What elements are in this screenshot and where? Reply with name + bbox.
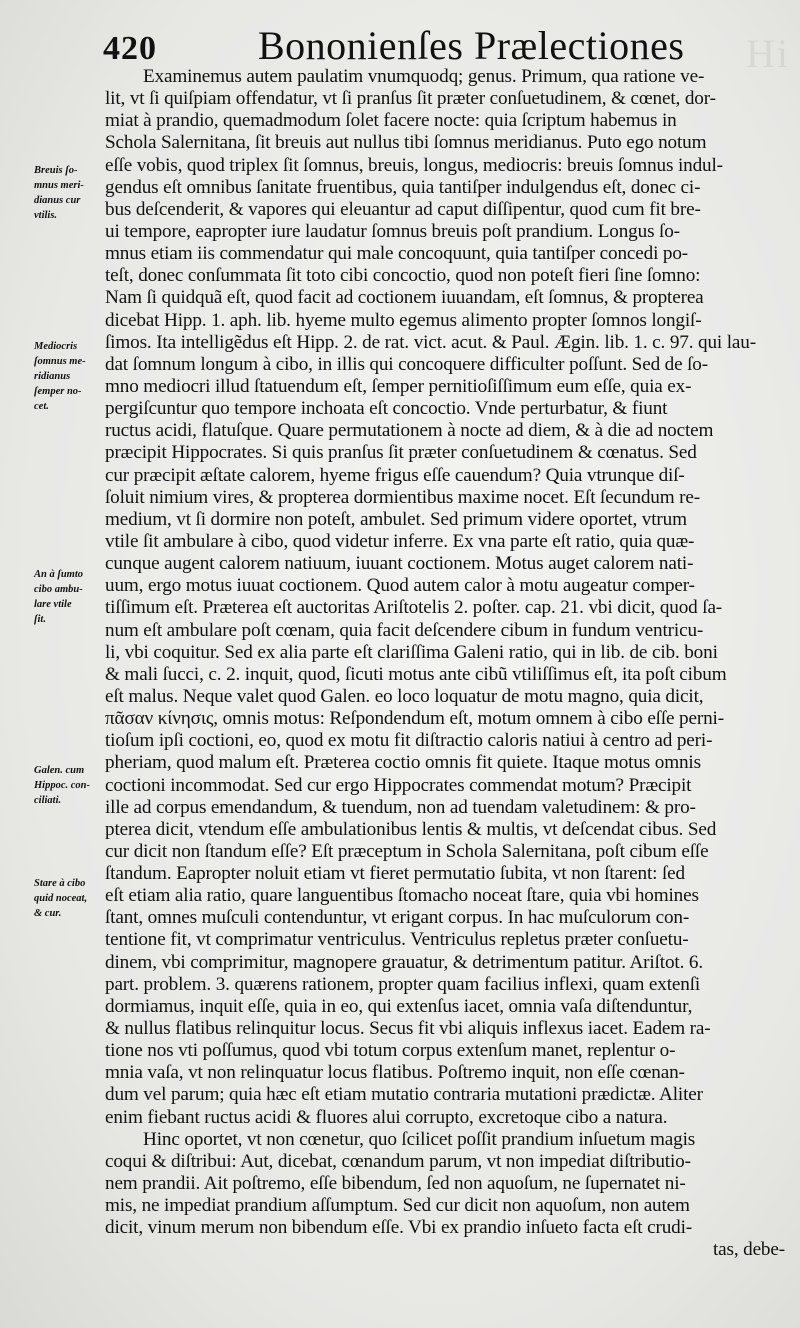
running-title: Bononienſes Prælectiones: [258, 23, 685, 68]
text-line: dat ſomnum longum à cibo, in illis qui concoquere difficulter poſſunt. Sed de ſo-: [105, 353, 708, 375]
body-text: [105, 66, 785, 1262]
text-line: vtile ſit ambulare à cibo, quod videtur inferre. Ex vna parte eſt ratio, quia quæ-: [105, 530, 695, 552]
text-line: dormiamus, inquit eſſe, quia in eo, qui extenſus iacet, omnia vaſa diſtenduntur,: [105, 995, 693, 1017]
text-line: enim fiebant ructus acidi & fluores alui corrupto, excretoque cibo a natura.: [105, 1106, 668, 1128]
text-line: cur dicit non ſtandum eſſe? Eſt præceptum in Schola Salernitana, poſt cibum eſſe: [105, 840, 709, 862]
text-line: πᾶσαν κίνησις, omnis motus: Reſpondendum eſt, motum omnem à cibo eſſe perni-: [105, 708, 724, 730]
catchword: tas, debe-: [712, 1239, 785, 1261]
text-line: Schola Salernitana, ſit breuis aut nullus tibi ſomnus meridianus. Puto ego notum: [105, 132, 707, 154]
text-line: tentione fit, vt comprimatur ventriculus. Ventriculus repletus præter conſuetu-: [105, 929, 689, 951]
text-line: coctioni incommodat. Sed cur ergo Hippocrates commendat motum? Præcipit: [105, 774, 692, 796]
text-line: eſt etiam alia ratio, quare languentibus ſtomacho noceat ſtare, quia vbi homines: [105, 885, 699, 907]
bleed-through-text: Hi: [746, 31, 790, 76]
margin-note-stare-a-cibo: Stare à cibo quid noceat, & cur.: [34, 878, 88, 919]
margin-note-breuis-somnus: Breuis ſo- mnus meri- dianus cur vtilis.: [34, 165, 84, 221]
margin-note-mediocris-somnus: Mediocris ſomnus me- ridianus ſemper no- cet.: [34, 341, 86, 412]
text-line: pergiſcuntur quo tempore inchoata eſt concoctio. Vnde perturbatur, & fiunt: [105, 398, 668, 420]
text-line: mno mediocri illud ſtatuendum eſt, ſemper pernitioſiſſimum eum eſſe, quia ex-: [105, 375, 692, 397]
text-line: mis, ne impediat prandium aſſumptum. Sed cur dicit non aquoſum, non autem: [105, 1195, 690, 1217]
text-line: Examinemus autem paulatim vnumquodq; genus. Primum, qua ratione ve-: [143, 66, 705, 87]
text-line: medium, vt ſi dormire non poteſt, ambulet. Sed primum videre oportet, vtrum: [105, 508, 687, 530]
text-line: tione nos vti poſſumus, quod vbi totum corpus extenſum manet, replentur o-: [105, 1040, 676, 1062]
text-line: ructus acidi, flatuſque. Quare permutationem à nocte ad diem, & à die ad noctem: [105, 420, 714, 442]
page-number: 420: [103, 30, 157, 67]
text-line: bus deſcenderit, & vapores qui eleuantur ad caput diſſipentur, quod cum fit bre-: [105, 198, 701, 220]
text-line: part. problem. 3. quærens rationem, propter quam facilius inflexi, quam extenſi: [105, 973, 701, 995]
margin-notes: [0, 0, 100, 1328]
text-line: teſt, donec conſummata ſit toto cibi concoctio, quod non poteſt fieri ſine ſomno:: [105, 265, 701, 287]
text-line: mnia vaſa, vt non relinquatur locus flatibus. Poſtremo inquit, non eſſe cœnan-: [105, 1062, 685, 1084]
text-line: ſtant, omnes muſculi contenduntur, vt erigant corpus. In hac muſculorum con-: [105, 907, 690, 929]
text-line: ui tempore, eapropter iure laudatur ſomnus breuis poſt prandium. Longus ſo-: [105, 220, 680, 242]
text-line: nem prandii. Ait poſtremo, eſſe bibendum, ſed non aquoſum, ne ſupernatet ni-: [105, 1173, 686, 1195]
text-line: ſoluit nimium vires, & propterea dormientibus maxime nocet. Eſt ſecundum re-: [105, 486, 700, 508]
margin-note-galen-hippoc: Galen. cum Hippoc. con- ciliati.: [34, 765, 90, 806]
text-line: & nullus flatibus relinquitur locus. Secus fit vbi aliquis inflexus iacet. Eadem ra-: [105, 1018, 711, 1040]
text-line: pterea dicit, vtendum eſſe ambulationibus lentis & multis, vt deſcendat cibus. Sed: [105, 818, 717, 840]
text-line: cur præcipit æſtate calorem, hyeme frigus eſſe cauendum? Quia vtrunque diſ-: [105, 464, 685, 486]
text-line: Hinc oportet, vt non cœnetur, quo ſcilicet poſſit prandium inſuetum magis: [143, 1128, 696, 1150]
text-line: tiſſimum eſt. Præterea eſt auctoritas Ariſtotelis 2. poſter. cap. 21. vbi dicit, quod ſa-: [105, 597, 723, 619]
text-line: lit, vt ſi quiſpiam offendatur, vt ſi pranſus ſit præter conſuetudinem, & cœnet, dor-: [105, 88, 716, 110]
text-line: ſtandum. Eapropter noluit etiam vt fieret permutatio ſubita, vt non ſtarent: ſed: [105, 863, 685, 885]
text-line: uum, ergo motus iuuat coctionem. Quod autem calor à motu augeatur comper-: [105, 575, 695, 597]
text-line: li, vbi coquitur. Sed ex alia parte eſt clariſſima Galeni ratio, qui in lib. de cib. boni: [105, 641, 718, 663]
text-line: ille ad corpus emendandum, & tuendum, non ad tuendam valetudinem: & pro-: [105, 796, 696, 818]
text-line: ſimos. Ita intelligẽdus eſt Hipp. 2. de rat. vict. acut. & Paul. Ægin. lib. 1. c. 97. qui lau-: [105, 331, 756, 353]
text-line: dinem, vbi comprimitur, magnopere grauatur, & detrimentum patitur. Ariſtot. 6.: [105, 951, 703, 973]
text-line: tioſum ipſi coctioni, eo, quod ex motu fit diſtractio caloris natiui à centro ad peri-: [105, 730, 713, 752]
text-line: dicebat Hipp. 1. aph. lib. hyeme multo egemus alimento propter ſomnos longiſ-: [105, 309, 702, 331]
text-line: mnus etiam iis commendatur qui male concoquunt, quia tantiſper concedi po-: [105, 243, 689, 265]
text-line: eſſe vobis, quod triplex ſit ſomnus, breuis, longus, mediocris: breuis ſomnus indul-: [105, 154, 723, 176]
text-line: pheriam, quod malum eſt. Præterea coctio omnis fit quiete. Itaque motus omnis: [105, 752, 701, 774]
text-line: dum vel parum; quia hæc eſt etiam mutatio contraria mutationi prædictæ. Aliter: [105, 1084, 703, 1106]
margin-note-ambulare: An à ſumto cibo ambu- lare vtile ſit.: [34, 569, 84, 625]
text-line: coqui & diſtribui: Aut, dicebat, cœnandum parum, vt non impediat diſtributio-: [105, 1150, 691, 1172]
text-line: præcipit Hippocrates. Si quis pranſus ſit præter conſuetudinem & cœnatus. Sed: [105, 442, 697, 464]
text-line: Nam ſi quidquã eſt, quod facit ad coctionem iuuandam, eſt ſomnus, & propterea: [105, 287, 704, 309]
text-line: gendus eſt omnibus ſanitate fruentibus, quia tantiſper indulgendus eſt, donec ci-: [105, 176, 701, 198]
text-line: num eſt ambulare poſt cœnam, quia facit deſcendere cibum in fundum ventricu-: [105, 619, 704, 641]
text-line: miat à prandio, quemadmodum ſolet facere nocte: quia ſcriptum habemus in: [105, 110, 677, 132]
text-line: dicit, vinum merum non bibendum eſſe. Vbi ex prandio inſueto facta eſt crudi-: [105, 1217, 693, 1239]
text-line: eſt malus. Neque valet quod Galen. eo loco loquatur de motu magno, quia dicit,: [105, 685, 704, 707]
text-line: & mali ſucci, c. 2. inquit, quod, ſicuti motus ante cibũ vtiliſſimus eſt, ita poſt cibum: [105, 663, 727, 685]
text-line: cunque augent calorem natiuum, iuuant coctionem. Motus auget calorem nati-: [105, 553, 694, 575]
